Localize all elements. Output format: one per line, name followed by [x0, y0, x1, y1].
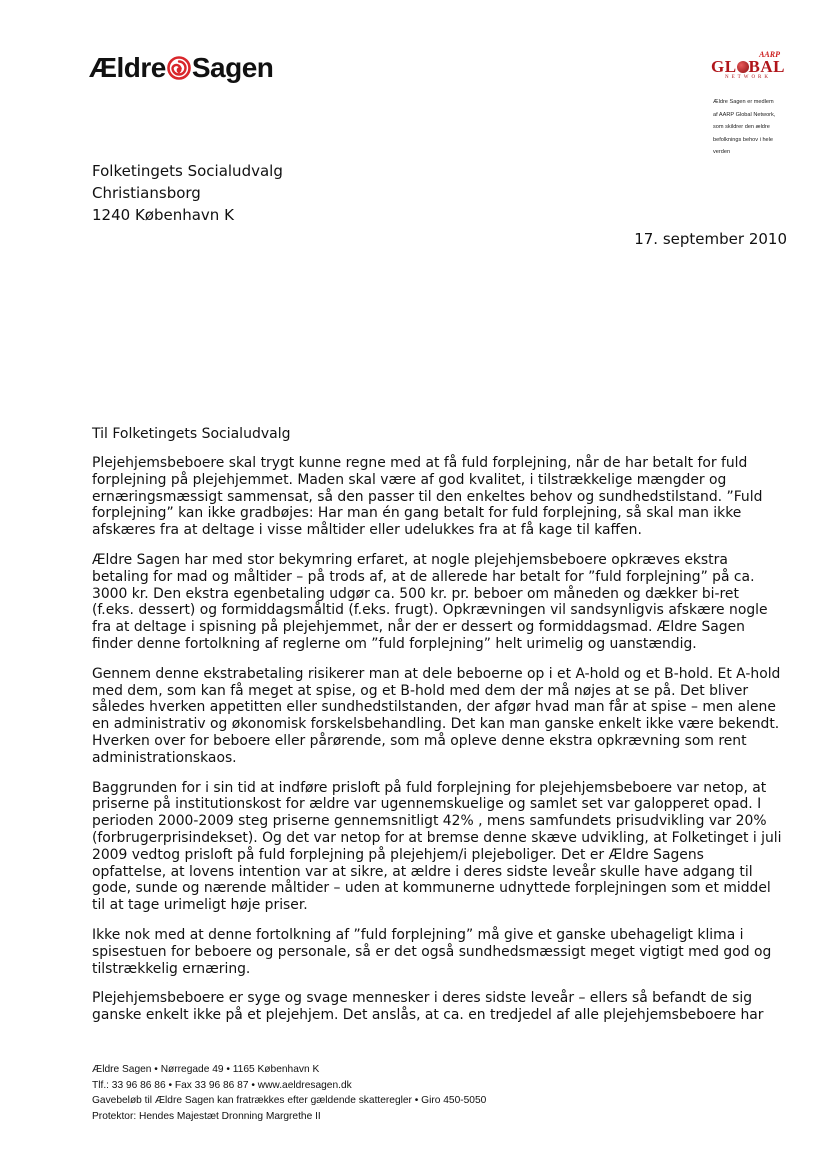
- letter-footer: [92, 1062, 486, 1124]
- paragraph: Ikke nok med at denne fortolkning af ”fuld forplejning” må give et ganske ubehageligt klima i spisestuen for beboere og personale, så er det også sundhedsmæssigt meget vigtigt med god og tilstrækkelig ernæring.: [92, 926, 772, 977]
- aarp-mark: AARP: [759, 50, 780, 59]
- letter-date: 17. september 2010: [634, 230, 787, 248]
- letter-body: [92, 455, 782, 1037]
- swirl-logo-icon: [167, 56, 191, 80]
- global-wordmark: GL BAL: [710, 57, 786, 76]
- network-wordmark: NETWORK: [725, 75, 771, 80]
- footer-address: Ældre Sagen • Nørregade 49 • 1165 København K: [92, 1064, 320, 1075]
- aarp-global-network-logo: [708, 50, 788, 80]
- footer-contact: Tlf.: 33 96 86 86 • Fax 33 96 86 87 • www.aeldresagen.dk: [92, 1079, 352, 1091]
- footer-donation: Gavebeløb til Ældre Sagen kan fratrækkes efter gældende skatteregler • Giro 450-5050: [92, 1095, 487, 1106]
- paragraph: Plejehjemsbeboere er syge og svage mennesker i deres sidste leveår – ellers så befandt de sig ganske enkelt ikke på et plejehjem. Det anslås, at ca. en tredjedel af alle plejehjemsbeboere har: [92, 990, 764, 1024]
- paragraph: Ældre Sagen har med stor bekymring erfaret, at nogle plejehjemsbeboere opkræves ekstra betaling for mad og måltider – på trods af, at de allerede har betalt for ”fuld forplejning” på ca. 3000 kr. Den ekstra egenbetaling udgør ca. 500 kr. pr. beboer om måneden og dækker bi-ret (f.eks. dessert) og formiddagsmåltid (f.eks. frugt). Opkrævningen vil sandsynligvis afskære nogle fra at deltage i spisning på plejehjemmet, når der er dessert og formiddagsmad. Ældre Sagen finder denne fortolkning af reglerne om ”fuld forplejning” helt urimelig og uanstændig.: [92, 551, 768, 652]
- paragraph: Gennem denne ekstrabetaling risikerer man at dele beboerne op i et A-hold og et B-hold. Et A-hold med dem, som kan få meget at spise, og et B-hold med dem der må nøjes at se på. Det bliver således hverken appetitten eller sundhedstilstanden, der afgør hvad man får at spise – men alene en administrativ og økonomisk forskelsbehandling. Det kan man ganske enkelt ikke være bekendt. Hverken over for beboere eller pårørende, som må opleve denne ekstra opkrævning som rent administrationskaos.: [92, 665, 781, 766]
- logo-text-left: Ældre: [89, 52, 166, 83]
- salutation: Til Folketingets Socialudvalg: [92, 426, 291, 442]
- footer-patron: Protektor: Hendes Majestæt Dronning Margrethe II: [92, 1110, 321, 1122]
- globe-icon: [737, 61, 749, 73]
- paragraph: Baggrunden for i sin tid at indføre prisloft på fuld forplejning for plejehjemsbeboere var netop, at priserne på institutionskost for ældre var ugennemskuelige og samlet set var galopperet opad. I perioden 2000-2009 steg priserne gennemsnitligt 42% , mens samfundets prisudvikling var 20% (forbrugerprisindekset). Og det var netop for at bremse denne skæve udvikling, at Folketinget i juli 2009 vedtog prisloft på fuld forplejning på plejehjem/i plejeboliger. Det er Ældre Sagens opfattelse, at lovens intention var at sikre, at ældre i deres sidste leveår skulle have adgang til gode, sunde og nærende måltider – uden at kommunerne udnyttede forplejningen som et middel til at tage urimeligt høje priser.: [92, 779, 782, 914]
- aarp-membership-note: Ældre Sagen er medlem af AARP Global Network, som skildrer den ældre befolknings behov i hele verden: [713, 99, 776, 155]
- paragraph: Plejehjemsbeboere skal trygt kunne regne med at få fuld forplejning, når de har betalt for fuld forplejning på plejehjemmet. Maden skal være af god kvalitet, i tilstrækkelige mængder og ernæringsmæssigt sammensat, så den passer til den enkeltes behov og sundhedstilstand. ”Fuld forplejning” kan ikke gradbøjes: Har man én gang betalt for fuld forplejning, så skal man ikke afskæres fra at deltage i visse måltider eller udelukkes fra at få kage til kaffen.: [92, 455, 763, 539]
- logo-text-right: Sagen: [191, 52, 274, 83]
- address-line: Folketingets Socialudvalg: [92, 162, 283, 180]
- aeldre-sagen-logo: [89, 52, 273, 84]
- address-line: Christiansborg: [92, 184, 201, 202]
- recipient-address: [92, 160, 283, 226]
- address-line: 1240 København K: [92, 206, 234, 224]
